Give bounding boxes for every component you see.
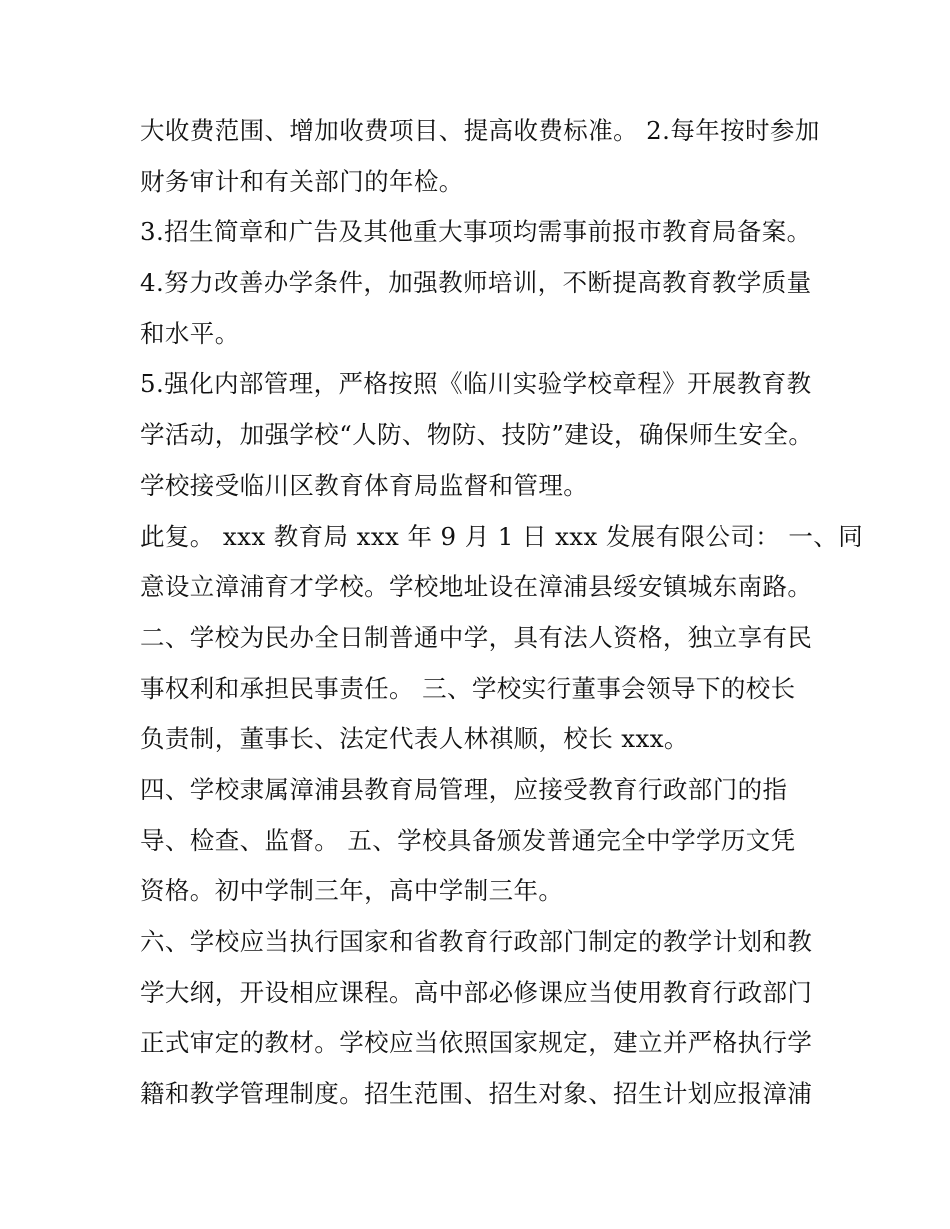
text-line-1: 大收费范围、增加收费项目、提高收费标准。 2.每年按时参加	[140, 116, 820, 145]
text-line-3: 3.招生简章和广告及其他重大事项均需事前报市教育局备案。	[140, 217, 812, 247]
text-line-11: 二、学校为民办全日制普通中学，具有法人资格，独立享有民	[140, 622, 813, 652]
text-line-16: 资格。初中学制三年，高中学制三年。	[140, 876, 564, 906]
text-line-12: 事权利和承担民事责任。 三、学校实行董事会领导下的校长	[140, 673, 796, 703]
text-line-17: 六、学校应当执行国家和省教育行政部门制定的教学计划和教	[140, 927, 813, 956]
text-line-7: 学活动，加强学校“人防、物防、技防”建设，确保师生安全。	[140, 420, 814, 450]
document-body	[140, 106, 864, 1120]
text-line-2: 财务审计和有关部门的年检。	[140, 166, 464, 196]
text-line-9: 此复。 xxx 教育局 xxx 年 9 月 1 日 xxx 发展有限公司： 一、同	[140, 521, 864, 551]
text-line-5: 和水平。	[140, 318, 240, 348]
text-line-20: 籍和教学管理制度。招生范围、招生对象、招生计划应报漳浦	[140, 1079, 813, 1109]
text-line-19: 正式审定的教材。学校应当依照国家规定，建立并严格执行学	[140, 1028, 813, 1058]
text-line-8: 学校接受临川区教育体育局监督和管理。	[140, 470, 589, 500]
text-line-4: 4.努力改善办学条件，加强教师培训，不断提高教育教学质量	[140, 268, 812, 298]
text-line-13: 负责制，董事长、法定代表人林祺顺，校长 xxx。	[140, 724, 689, 754]
text-line-15: 导、检查、监督。 五、学校具备颁发普通完全中学学历文凭	[140, 825, 796, 855]
text-line-18: 学大纲，开设相应课程。高中部必修课应当使用教育行政部门	[140, 977, 813, 1007]
text-line-14: 四、学校隶属漳浦县教育局管理，应接受教育行政部门的指	[140, 774, 788, 804]
text-line-10: 意设立漳浦育才学校。学校地址设在漳浦县绥安镇城东南路。	[140, 572, 813, 602]
text-line-6: 5.强化内部管理，严格按照《临川实验学校章程》开展教育教	[140, 369, 812, 399]
